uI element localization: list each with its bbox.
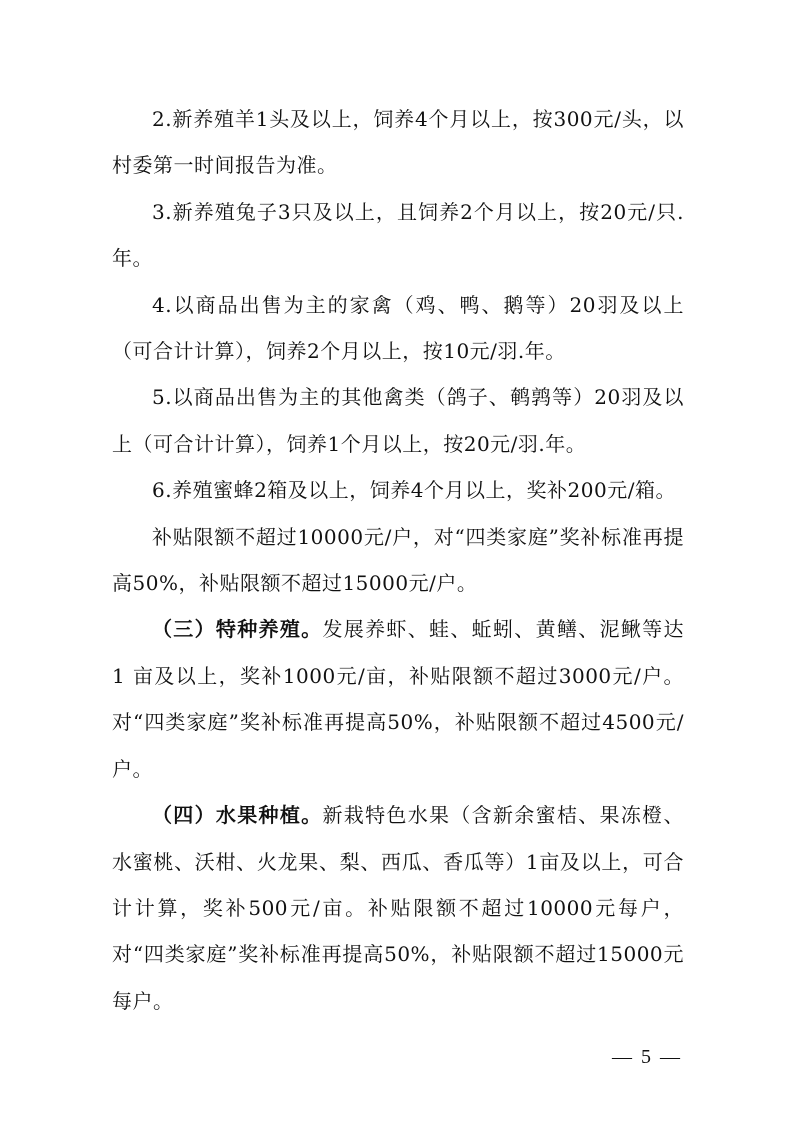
paragraph-bees: 6.养殖蜜蜂2箱及以上，饲养4个月以上，奖补200元/箱。 (152, 478, 676, 503)
section-fruit-planting (112, 792, 684, 1024)
paragraph-poultry: 4.以商品出售为主的家禽（鸡、鸭、鹅等）20羽及以上（可合计计算），饲养2个月以上，按10元/羽.年。 (112, 292, 684, 364)
paragraph-subsidy-limit: 补贴限额不超过10000元/户，对“四类家庭”奖补标准再提高50%，补贴限额不超过15000元/户。 (112, 524, 684, 596)
document-body (112, 96, 684, 1024)
section-special-breeding (112, 606, 684, 792)
paragraph-rabbit: 3.新养殖兔子3只及以上，且饲养2个月以上，按20元/只.年。 (112, 199, 684, 271)
section-text-special-breeding: 发展养虾、蛙、蚯蚓、黄鳝、泥鳅等达 1 亩及以上，奖补1000元/亩，补贴限额不超过3000元/户。对“四类家庭”奖补标准再提高50%，补贴限额不超过4500元/户。 (112, 617, 684, 781)
section-text-fruit-planting: 新栽特色水果（含新余蜜桔、果冻橙、水蜜桃、沃柑、火龙果、梨、西瓜、香瓜等）1亩及以上，可合计计算，奖补500元/亩。补贴限额不超过10000元每户，对“四类家庭”奖补标准再提高50%，补贴限额不超过15000元每户。 (112, 803, 684, 1013)
paragraph-other-birds: 5.以商品出售为主的其他禽类（鸽子、鹌鹑等）20羽及以上（可合计计算），饲养1个月以上，按20元/羽.年。 (112, 385, 684, 456)
paragraph-sheep: 2.新养殖羊1头及以上，饲养4个月以上，按300元/头，以村委第一时间报告为准。 (112, 107, 684, 178)
section-heading-fruit-planting: （四）水果种植。 (152, 803, 323, 828)
page-number: — 5 — (612, 1046, 682, 1068)
section-heading-special-breeding: （三）特种养殖。 (152, 617, 323, 642)
